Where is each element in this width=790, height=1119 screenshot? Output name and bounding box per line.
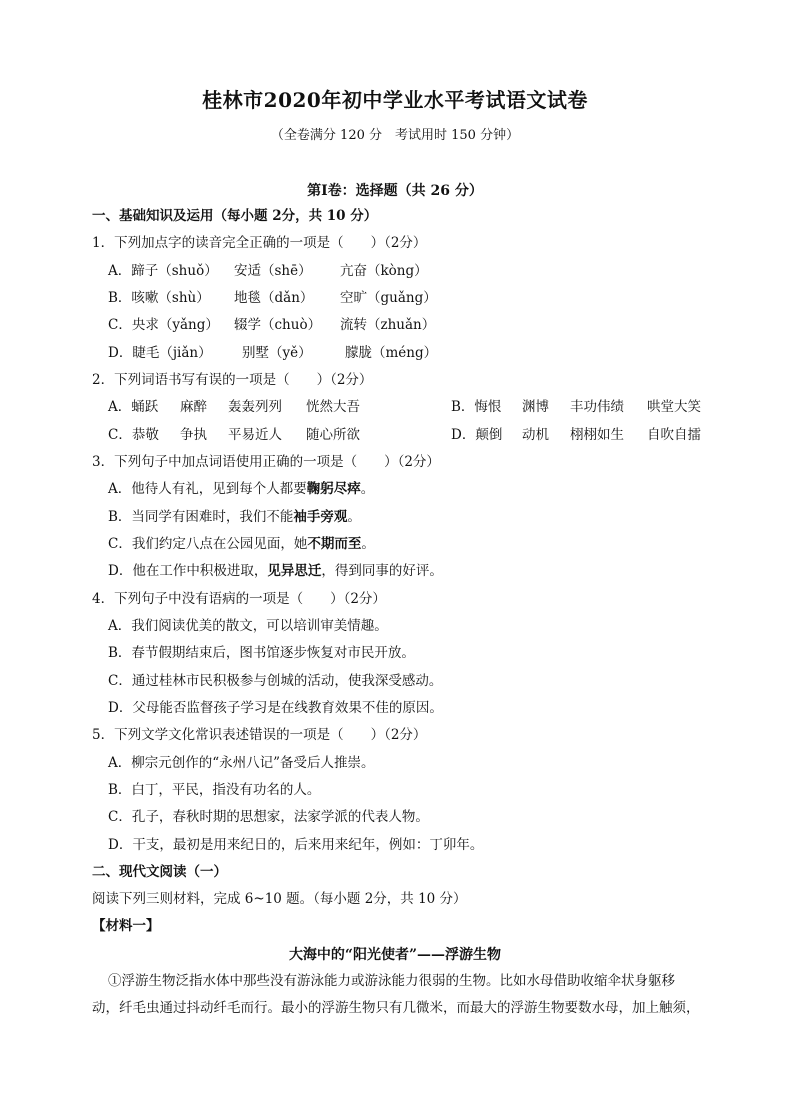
q5-option-a: A．柳宗元创作的“永州八记”备受后人推崇。 [108, 755, 375, 771]
q3-b-end: 。 [347, 509, 361, 525]
q2-a-1: A．蛹跃 [108, 399, 159, 415]
q1-b-2: 地毯（dǎn） [234, 290, 314, 306]
q2-b-3: 丰功伟绩 [570, 399, 624, 415]
q1-b-1: B．咳嗽（shù） [108, 290, 210, 306]
q3-d-text: D．他在工作中积极进取， [108, 563, 268, 579]
q3-a-phrase: 鞠躬尽瘁 [306, 481, 361, 497]
q5-option-d: D．干支，最初是用来纪日的，后来用来纪年，例如：丁卯年。 [108, 837, 484, 853]
q4-option-d: D．父母能否监督孩子学习是在线教育效果不佳的原因。 [108, 700, 443, 716]
material-label: 【材料一】 [92, 918, 160, 934]
q3-c-end: 。 [361, 536, 375, 552]
q3-b-text: B．当同学有困难时，我们不能 [108, 509, 294, 525]
paragraph-1-line-2: 动，纤毛虫通过抖动纤毛而行。最小的浮游生物只有几微米，而最大的浮游生物要数水母，加上触须， [92, 1000, 700, 1016]
q2-a-4: 恍然大吾 [306, 399, 360, 415]
q2-b-2: 渊博 [522, 399, 549, 415]
q3-a-end: 。 [360, 481, 375, 497]
q5-option-b: B．白丁，平民，指没有功名的人。 [108, 782, 321, 798]
q4-option-a: A．我们阅读优美的散文，可以培训审美情趣。 [108, 618, 388, 634]
q3-d-phrase: 见异思迁 [267, 563, 322, 579]
q3-a-text: A．他待人有礼，见到每个人都要 [108, 481, 307, 497]
q2-c-1: C．恭敬 [108, 427, 159, 443]
q1-stem: 1．下列加点字的读音完全正确的一项是（ ）（2分） [92, 235, 427, 251]
q3-b-phrase: 袖手旁观 [293, 509, 348, 525]
part1-heading: 第Ⅰ卷：选择题（共 26 分） [307, 183, 483, 199]
section1-heading: 一、基础知识及运用（每小题 2分，共 10 分） [92, 208, 378, 224]
q2-b-1: B．悔恨 [451, 399, 502, 415]
q1-a-2: 安适（shē） [234, 263, 312, 279]
q5-stem: 5．下列文学文化常识表述错误的一项是（ ）（2分） [92, 727, 427, 743]
q3-option-a [108, 480, 374, 498]
q3-stem: 3．下列句子中加点词语使用正确的一项是（ ）（2分） [92, 454, 440, 470]
q2-d-1: D．颠倒 [451, 427, 503, 443]
q4-option-c: C．通过桂林市民积极参与创城的活动，使我深受感动。 [108, 673, 443, 689]
q3-d-end: ，得到同事的好评。 [321, 563, 443, 579]
q2-a-3: 轰轰列列 [228, 399, 282, 415]
q1-c-2: 辍学（chuò） [234, 317, 322, 333]
q4-stem: 4．下列句子中没有语病的一项是（ ）（2分） [92, 591, 386, 607]
q3-option-d [108, 562, 443, 580]
exam-subtitle: （全卷满分 120 分 考试用时 150 分钟） [270, 128, 520, 143]
q1-c-3: 流转（zhuǎn） [340, 317, 436, 333]
reading-instruction: 阅读下列三则材料，完成 6~10 题。（每小题 2分，共 10 分） [92, 891, 467, 907]
q1-d-1: D．睫毛（jiǎn） [108, 345, 212, 361]
q3-option-c [108, 535, 375, 553]
q1-a-3: 亢奋（kòng） [340, 263, 428, 279]
q3-c-phrase: 不期而至 [307, 536, 362, 552]
q3-option-b [108, 508, 361, 526]
q2-stem-visible: 2．下列词语书写有误的一项是（ ）（2分） [92, 372, 373, 388]
q5-option-c: C．孔子，春秋时期的思想家，法家学派的代表人物。 [108, 809, 429, 825]
q2-c-2: 争执 [180, 427, 207, 443]
q2-c-4: 随心所欲 [306, 427, 360, 443]
q2-a-2: 麻醉 [180, 399, 207, 415]
q1-d-3: 朦胧（méng） [345, 345, 438, 361]
q2-d-4: 自吹自擂 [647, 427, 701, 443]
material-title: 大海中的“阳光使者”——浮游生物 [288, 947, 502, 963]
paragraph-1-line-1: ①浮游生物泛指水体中那些没有游泳能力或游泳能力很弱的生物。比如水母借助收缩伞状身躯移 [108, 973, 675, 989]
section2-heading: 二、现代文阅读（一） [92, 864, 227, 880]
q1-b-3: 空旷（guǎng） [340, 290, 437, 306]
exam-title: 桂林市2020年初中学业水平考试语文试卷 [202, 88, 588, 112]
q2-d-3: 栩栩如生 [570, 427, 624, 443]
q2-b-4: 哄堂大笑 [647, 399, 701, 415]
q1-a-1: A．蹄子（shuǒ） [108, 263, 218, 279]
q3-c-text: C．我们约定八点在公园见面，她 [108, 536, 308, 552]
q1-d-2: 别墅（yě） [242, 345, 312, 361]
q1-c-1: C．央求（yǎng） [108, 317, 219, 333]
q2-d-2: 动机 [522, 427, 549, 443]
q2-c-3: 平易近人 [228, 427, 282, 443]
q4-option-b: B．春节假期结束后，图书馆逐步恢复对市民开放。 [108, 645, 415, 661]
